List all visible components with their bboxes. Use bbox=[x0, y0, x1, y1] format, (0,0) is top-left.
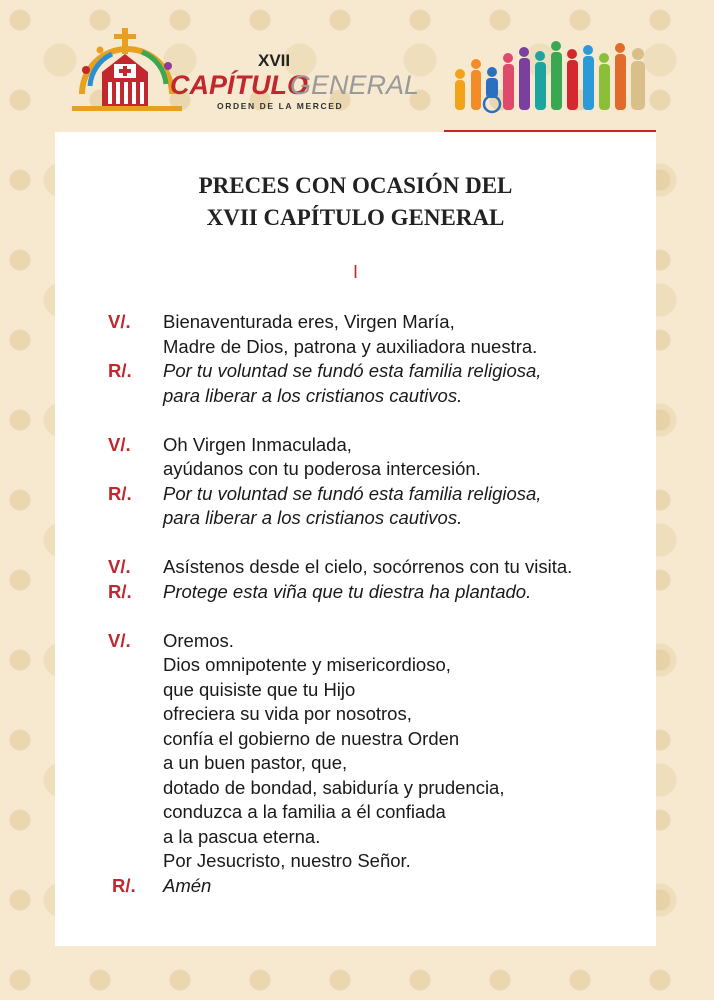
text-line: confía el gobierno de nuestra Orden bbox=[163, 727, 460, 749]
text-line: Dios omnipotente y misericordioso, bbox=[163, 654, 451, 675]
versicle bbox=[108, 433, 608, 482]
response-label: R/. bbox=[108, 482, 132, 504]
text-line: a la pascua eterna. bbox=[163, 825, 321, 847]
text-line: Bienaventurada eres, Virgen María, bbox=[163, 311, 455, 332]
versicle bbox=[108, 310, 608, 359]
text-line: dotado de bondad, sabiduría y prudencia, bbox=[163, 776, 505, 798]
section-number: I bbox=[352, 262, 358, 282]
title-line-2: XVII CAPÍTULO GENERAL bbox=[206, 205, 505, 230]
versicle-label: V/. bbox=[108, 556, 131, 577]
response-label: R/. bbox=[108, 580, 132, 602]
text-line: ofreciera su vida por nosotros, bbox=[163, 703, 412, 724]
people-silhouettes-graphic bbox=[448, 34, 656, 114]
response-label: R/. bbox=[112, 874, 136, 896]
prayer-text bbox=[108, 310, 608, 898]
text-line: Oremos. bbox=[163, 629, 234, 651]
text-line: Por Jesucristo, nuestro Señor. bbox=[163, 850, 411, 871]
text-line: Asístenos desde el cielo, socórrenos con tu visita. bbox=[163, 556, 573, 577]
response bbox=[108, 482, 608, 531]
response-label: R/. bbox=[108, 360, 132, 381]
versicle bbox=[108, 555, 608, 580]
text-line: Por tu voluntad se fundó esta familia religiosa, bbox=[163, 482, 542, 504]
text-line: Oh Virgen Inmaculada, bbox=[163, 433, 352, 455]
text-line: Por tu voluntad se fundó esta familia religiosa, bbox=[163, 360, 542, 381]
versicle-label: V/. bbox=[108, 433, 131, 455]
response bbox=[108, 874, 608, 899]
logo-word-capitulo: CAPÍTULO bbox=[170, 70, 308, 100]
text-line: que quisiste que tu Hijo bbox=[163, 678, 356, 700]
logo-word-general: GENERAL bbox=[290, 70, 420, 100]
text-line: para liberar a los cristianos cautivos. bbox=[163, 384, 463, 406]
title-line-1: PRECES CON OCASIÓN DEL bbox=[198, 173, 513, 198]
text-line: a un buen pastor, que, bbox=[163, 752, 348, 773]
header bbox=[0, 0, 714, 135]
logo-subtitle: ORDEN DE LA MERCED bbox=[217, 101, 344, 111]
text-line: conduzca a la familia a él confiada bbox=[163, 801, 446, 822]
response bbox=[108, 359, 608, 408]
versicle bbox=[108, 629, 608, 874]
text-line: ayúdanos con tu poderosa intercesión. bbox=[163, 458, 481, 479]
document-title bbox=[55, 170, 656, 234]
logo-number: XVII bbox=[258, 51, 291, 70]
text-line: Amén bbox=[163, 874, 212, 896]
versicle-label: V/. bbox=[108, 629, 131, 651]
text-line: Protege esta viña que tu diestra ha plantado. bbox=[163, 580, 532, 602]
text-line: para liberar a los cristianos cautivos. bbox=[163, 507, 463, 528]
text-line: Madre de Dios, patrona y auxiliadora nuestra. bbox=[163, 335, 538, 357]
versicle-label: V/. bbox=[108, 311, 131, 332]
response bbox=[108, 580, 608, 605]
chapter-logo bbox=[62, 24, 420, 114]
